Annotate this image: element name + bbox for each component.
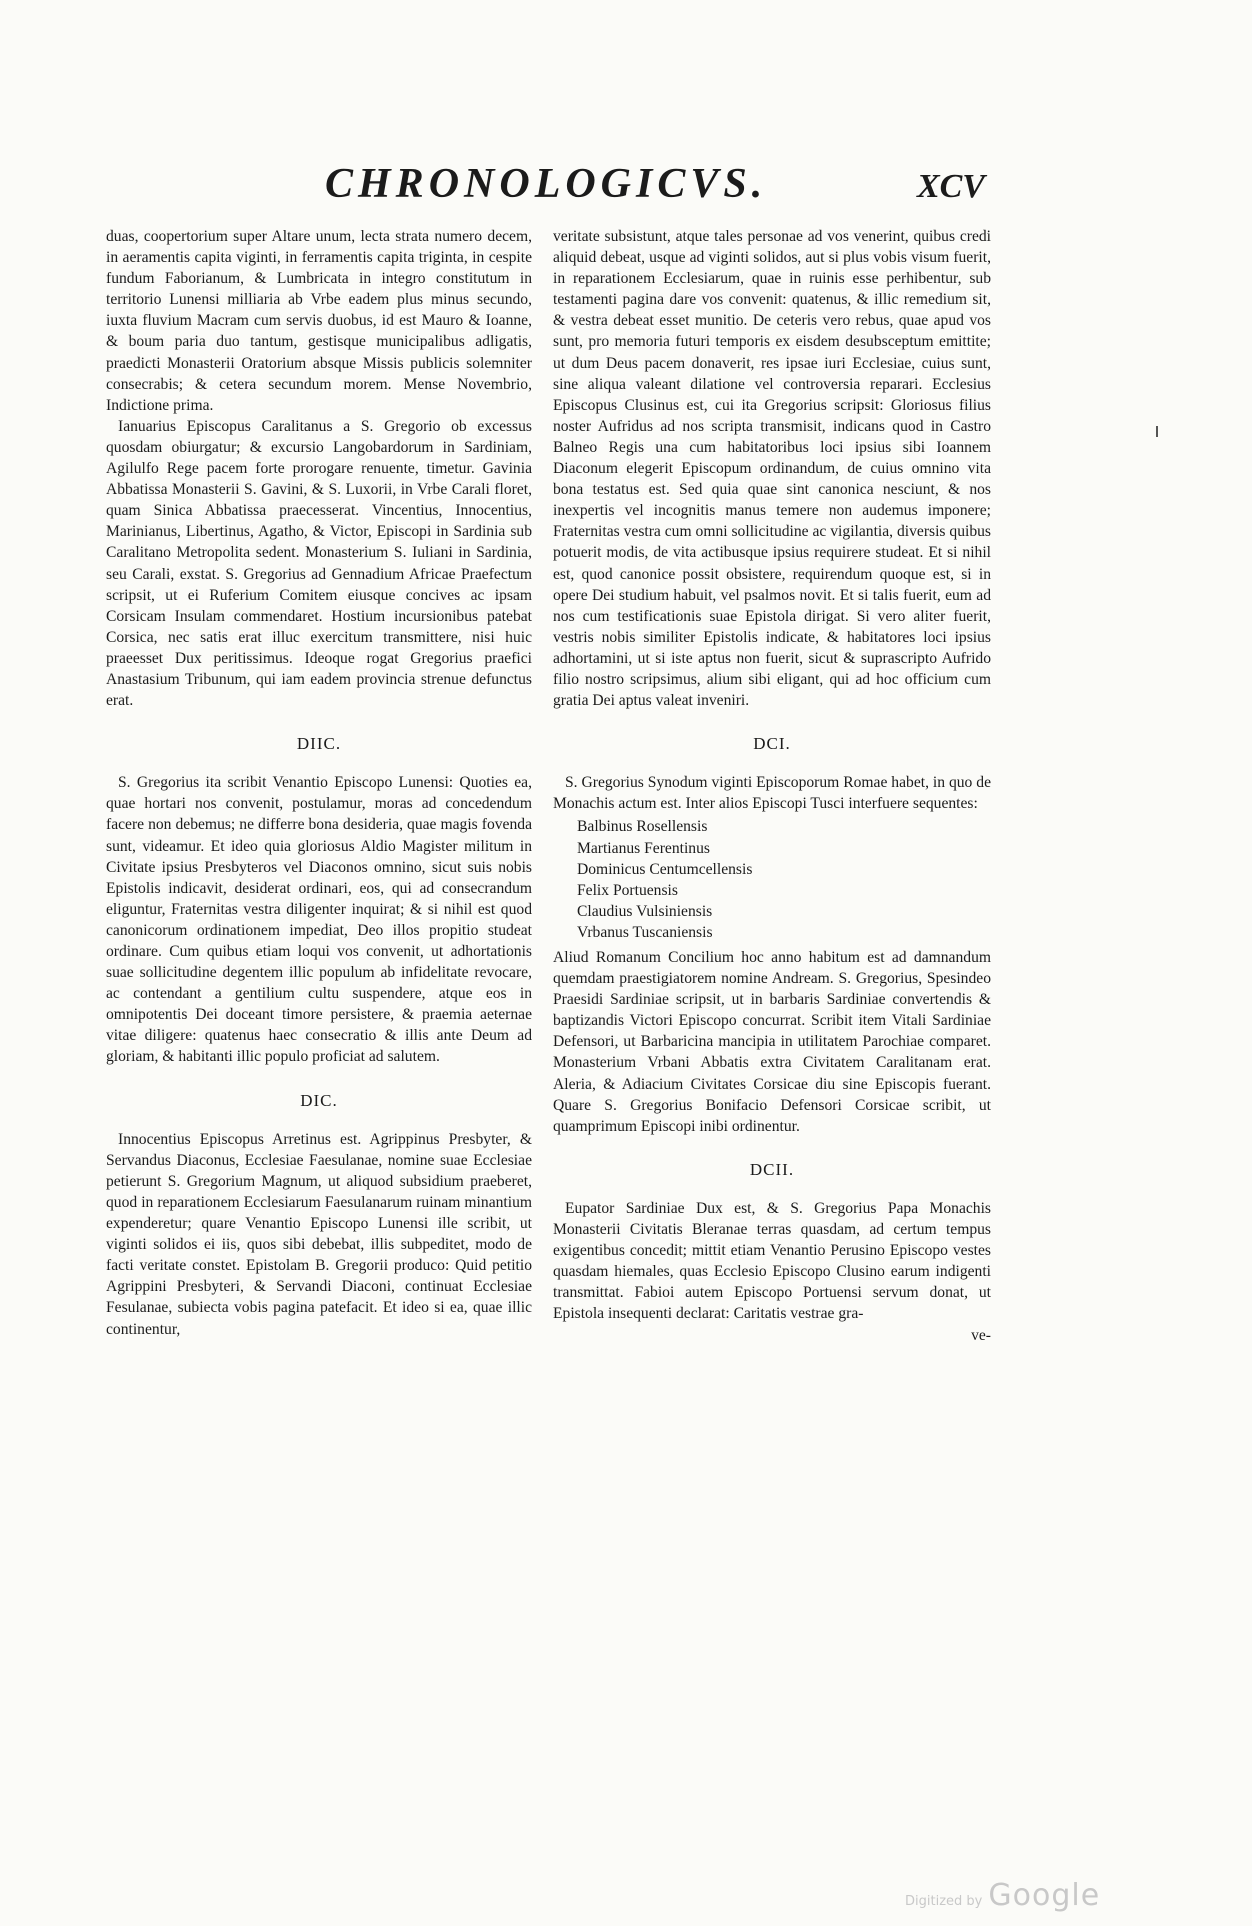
paragraph: Ianuarius Episcopus Caralitanus a S. Gregorio ob excessus quosdam obiurgatur; & excursio Langobardorum in Sardiniam, Agilulfo Rege pacem forte prorogare renuente, timetur. Gavinia Abbatissa Monasterii S. Gavini, & S. Luxorii, in Vrbe Carali floret, quam Sinica Abbatissa praecesserat. Vincentius, Innocentius, Marinianus, Libertinus, Agatho, & Victor, Episcopi in Sardinia sub Caralitano Metropolita sedent. Monasterium S. Iuliani in Sardinia, seu Carali, exstat. S. Gregorius ad Gennadium Africae Praefectum scripsit, ut ei Ruferium Comitem eiusque concives ac ipsam Corsicam Insulam commendaret. Hostium incursionibus patebat Corsica, nec satis erat illuc exercitum transmittere, nisi huic praeesset Dux peritissimus. Ideoque rogat Gregorius praefici Anastasium Tribunum, qui iam eadem provincia strenue defunctus erat. <box>106 417 532 710</box>
paragraph: S. Gregorius ita scribit Venantio Episcopo Lunensi: Quoties ea, quae hortari nos convenit, postulamur, moras ad concedendum facere non debemus; ne differre bona desideria, quae magis fovenda sunt, videamur. Et ideo quia gloriosus Aldio Magister militum in Civitate ipsius Presbyteros vel Diaconos omnino, sicut suis nobis Epistolis indicavit, desiderat ordinari, eos, qui ad consecrandum eliguntur, Fraternitas vestra diligenter inquirat; & si nihil est quod canonicorum ordinationem impediat, Deo illos propitio studeat ordinare. Cum quibus etiam loqui vos convenit, ut adhortationis suae sollicitudine degentem illic populum ab infidelitate revocare, ac contendant a gentilium cultu suspendere, atque eos in omnipotentis Dei doceant timore persistere, & praemia aeternae vitae diligere: quatenus haec consecratio & illis ante Deum ad gloriam, & habitanti illic populo proficiat ad salutem. <box>106 774 532 1066</box>
section-heading: DIC. <box>300 1090 338 1110</box>
watermark-prefix: Digitized by <box>905 1894 983 1909</box>
paragraph: veritate subsistunt, atque tales personae ad vos venerint, quibus credi aliquid debeat, usque ad viginti solidos, aut si plus vobis visum fuerit, in reparationem Ecclesiarum, quae in ruinis esse perhibentur, sub testamenti pagina dare vos convenit: quatenus, & illic remedium sit, & vestra debeat esset munitio. De ceteris vero rebus, quae apud vos sunt, pro memoria futuri temporis ex eisdem desubsceptum emittite; ut dum Deus pacem donaverit, res ipsae iuri Ecclesiae, cuius sunt, sine aliqua valeant dilatione vel controversia reparari. Ecclesius Episcopus Clusinus est, cui ita Gregorius scripsit: Gloriosus filius noster Aufridus ad nos scripta transmisit, indicans quod in Castro Balneo Regis una cum habitatoribus loci ipsius sibi Ioannem Diaconum elegerit Episcopum ordinandum, de cuius omnino vita bona testatus est. Sed quia quae sint canonica nesciunt, & nos inexpertis vel incognitis manus temere non audemus imponere; Fraternitas vestra cum omni sollicitudine ac vigilantia, diversis quibus potuerit modis, de vita actibusque ipsius requirere studeat. Et si nihil est, quod canonice possit obsistere, requirendum quoque est, si in opere Dei studium habuit, vel psalmos novit. Et si talis fuerit, eum ad nos cum testificationis suae Epistola dirigat. Si vero aliter fuerit, vestris nobis similiter Epistolis indicate, & habitatores loci ipsius adhortamini, ut si iste aptus non fuerit, sicut & suprascripto Aufrido filio nostro scripsimus, alium sibi eligant, qui ad hoc officium cum gratia Dei aptus valeat inveniri. <box>553 228 991 710</box>
paragraph: Aliud Romanum Concilium hoc anno habitum est ad damnandum quemdam praestigiatorem nomine Andream. S. Gregorius, Spesindeo Praesidi Sardiniae scripsit, ut in barbaris Sardiniae convertendis & baptizandis Victori Episcopo concurrat. Scribit item Vitali Sardiniae Defensori, ut Barbaricina mancipia in utilitatem Parochiae comparet. Monasterium Vrbani Abbatis extra Civitatem Caralitanam erat. Aleria, & Adiacium Civitates Corsicae diu sine Episcopis fuerant. Quare S. Gregorius Bonifacio Defensori Corsicae scribit, ut quamprimum Episcopi inibi ordinentur. <box>553 949 991 1135</box>
list-item: Balbinus Rosellensis <box>577 818 708 836</box>
paragraph: Eupator Sardiniae Dux est, & S. Gregorius Papa Monachis Monasterii Civitatis Bleranae terras quasdam, ad certum tempus exigentibus concedit; mittit etiam Venantio Perusino Episcopo vestes quasdam hiemales, quas Ecclesio Episcopo Clusino earum indigenti transmittat. Fabioi autem Episcopo Portuensi servum donat, ut Epistola insequenti declarat: Caritatis vestrae gra- <box>553 1199 991 1323</box>
paragraph: duas, coopertorium super Altare unum, lecta strata numero decem, in aeramentis capita viginti, in ferramentis capita triginta, in cespite fundum Faborianum, & Lumbricata in integro constitutum in territorio Lunensi milliaria ab Vrbe eadem plus minus secundo, iuxta fluvium Macram cum servis duobus, id est Mauro & Ioanne, & boum paria duo tantum, gestisque municipalibus adligatis, praedicti Monasterii Oratorium absque Missis publicis solemniter consecrabis; & cetera secundum morem. Mense Novembrio, Indictione prima. <box>106 228 532 414</box>
watermark-logo: Google <box>988 1878 1101 1913</box>
list-item: Claudius Vulsiniensis <box>577 902 713 920</box>
running-title: CHRONOLOGICVS. <box>325 161 768 207</box>
list-item: Vrbanus Tuscaniensis <box>577 923 713 941</box>
right-column <box>553 226 991 1346</box>
bishop-list <box>577 816 991 943</box>
catchword: ve- <box>971 1326 991 1344</box>
page-header <box>325 160 985 230</box>
list-item: Felix Portuensis <box>577 881 678 899</box>
page-number: XCV <box>916 168 985 205</box>
list-item: Martianus Ferentinus <box>577 839 710 857</box>
paragraph: Innocentius Episcopus Arretinus est. Agrippinus Presbyter, & Servandus Diaconus, Ecclesiae Faesulanae, nomine suae Ecclesiae petierunt S. Gregorium Magnum, ut aliquod subsidium praeberet, quod in reparationem Ecclesiarum Faesulanarum ruinam minantium expenderetur; quare Venantio Episcopo Lunensi ille scribit, ut viginti solidos ei iis, quos sibi debebat, illis subpeditet, modo de facti veritate constet. Epistolam B. Gregorii produco: Quid petitio Agrippini Presbyteri, & Servandi Diaconi, continuat Ecclesiae Fesulanae, subiecta vobis pagina patefacit. Et ideo si ea, quae illic continentur, <box>106 1130 532 1338</box>
left-column <box>106 226 532 1340</box>
section-heading: DCII. <box>749 1159 795 1179</box>
digitization-watermark <box>905 1878 1100 1913</box>
section-heading: DCI. <box>753 734 791 754</box>
margin-mark <box>1156 426 1158 437</box>
paragraph: S. Gregorius Synodum viginti Episcoporum Romae habet, in quo de Monachis actum est. Inter alios Episcopi Tusci interfuere sequentes: <box>553 774 991 813</box>
section-heading: DIIC. <box>296 734 342 754</box>
list-item: Dominicus Centumcellensis <box>577 860 753 878</box>
